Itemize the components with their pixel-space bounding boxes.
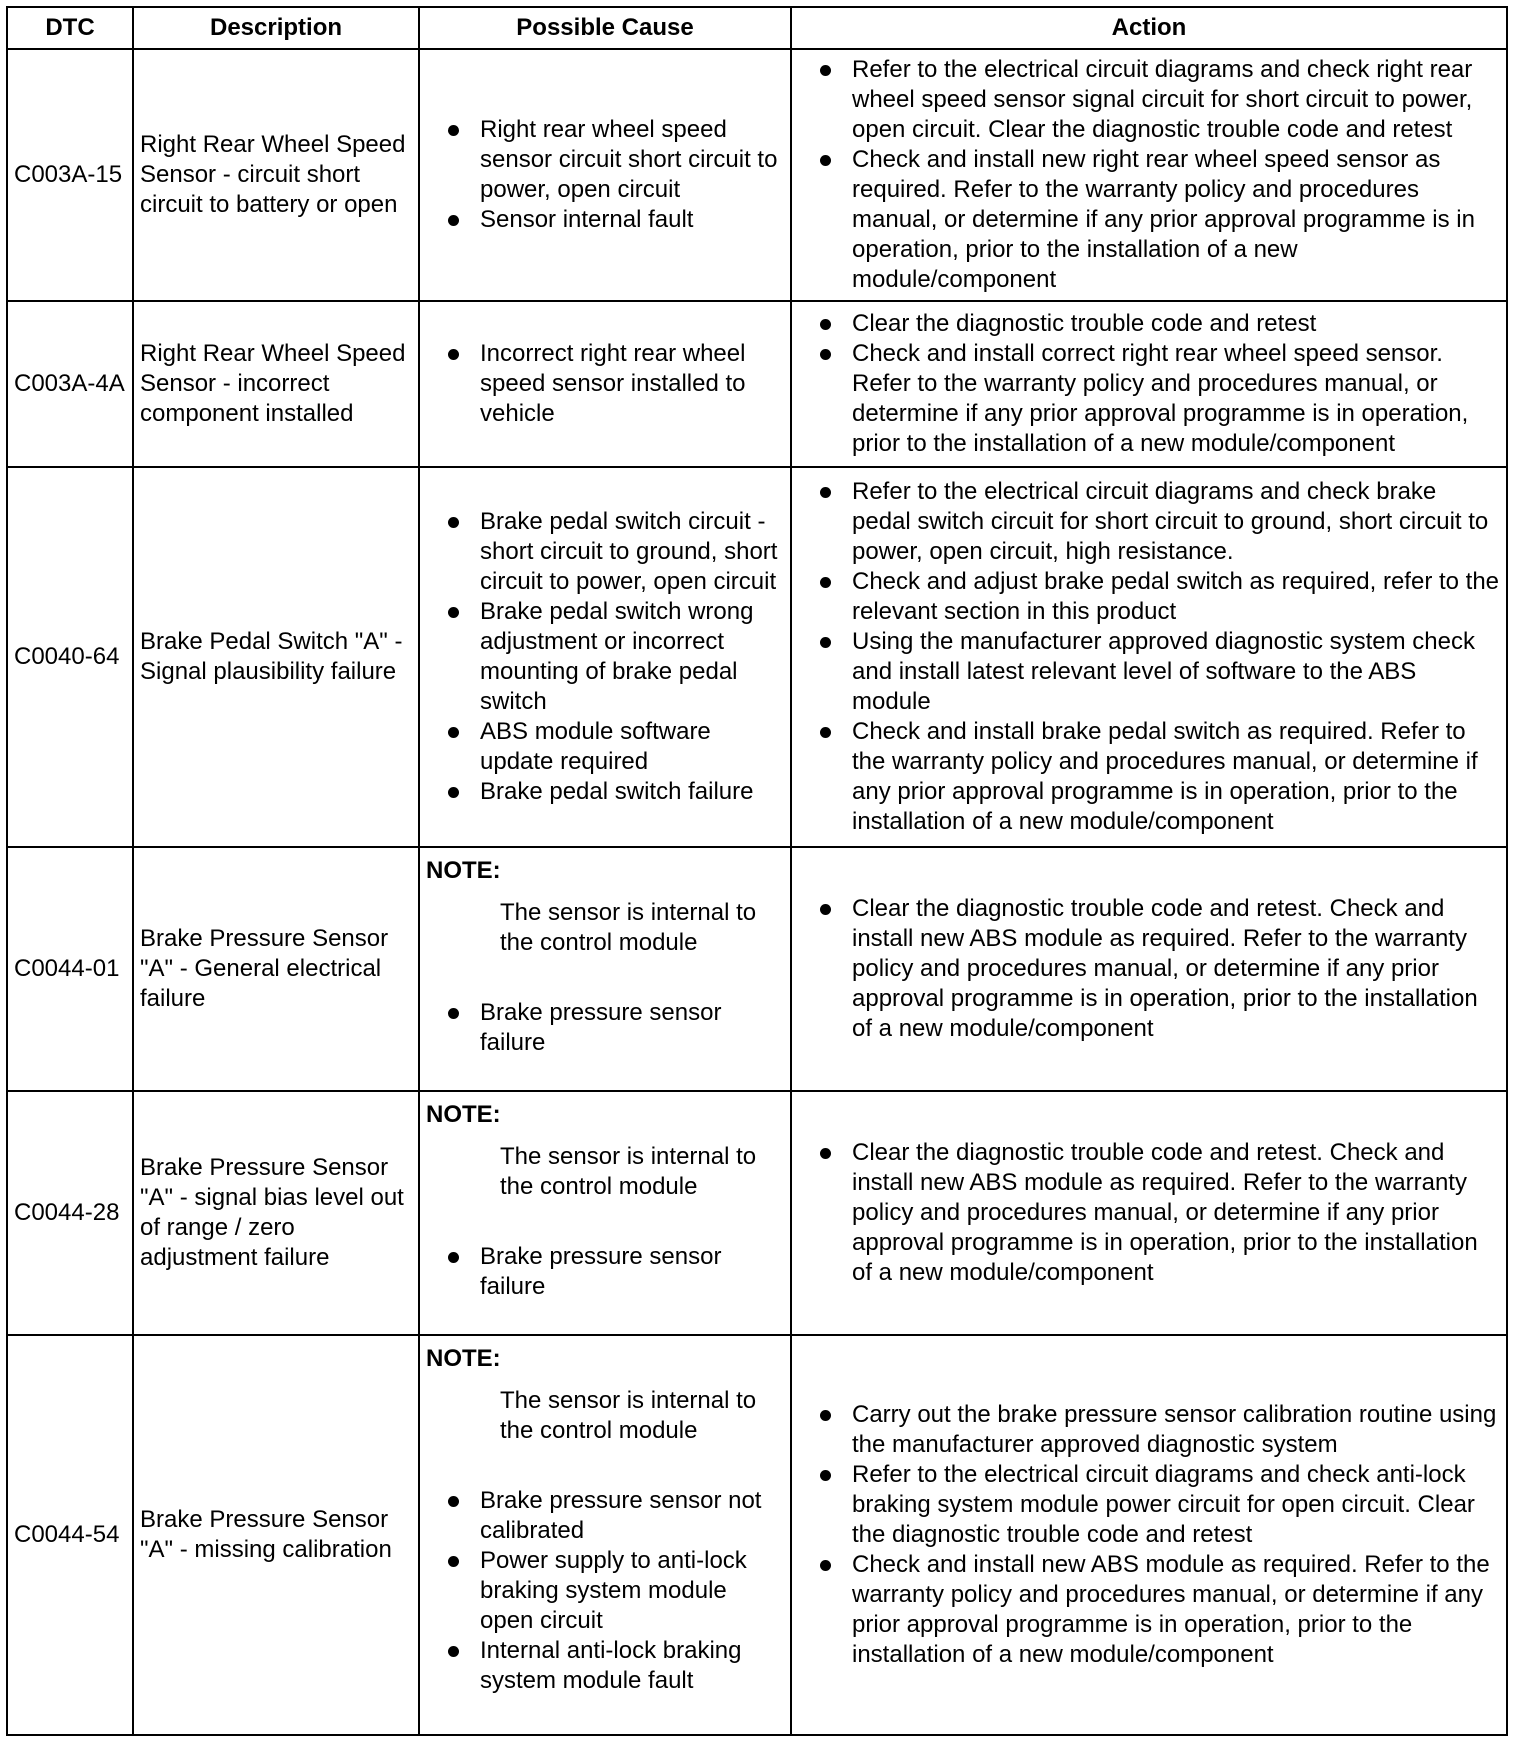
dtc-table bbox=[6, 6, 1508, 1736]
header-possible-cause: Possible Cause bbox=[419, 7, 791, 49]
cause-item: Internal anti-lock braking system module fault bbox=[426, 1636, 784, 1696]
dtc-description: Right Rear Wheel Speed Sensor - incorrect component installed bbox=[133, 301, 419, 467]
action-item: Clear the diagnostic trouble code and retest bbox=[798, 309, 1500, 339]
cause-item: Brake pressure sensor failure bbox=[426, 1242, 784, 1302]
action-list bbox=[798, 894, 1500, 1044]
cause-list bbox=[426, 1486, 784, 1696]
cause-item: Power supply to anti-lock braking system module open circuit bbox=[426, 1546, 784, 1636]
note-text: The sensor is internal to the control module bbox=[500, 899, 757, 956]
dtc-code: C0044-01 bbox=[7, 847, 133, 1091]
action-item: Refer to the electrical circuit diagrams and check brake pedal switch circuit for short circuit to ground, short circuit to power, open circuit, high resistance. bbox=[798, 477, 1500, 567]
action-item: Refer to the electrical circuit diagrams and check right rear wheel speed sensor signal circuit for short circuit to power, open circuit. Clear the diagnostic trouble code and retest bbox=[798, 55, 1500, 145]
possible-cause-cell bbox=[419, 1091, 791, 1335]
action-item: Refer to the electrical circuit diagrams and check anti-lock braking system module power circuit for open circuit. Clear the diagnostic trouble code and retest bbox=[798, 1460, 1500, 1550]
possible-cause-cell bbox=[419, 49, 791, 301]
dtc-description: Brake Pressure Sensor "A" - signal bias level out of range / zero adjustment failure bbox=[133, 1091, 419, 1335]
action-item: Check and install new right rear wheel speed sensor as required. Refer to the warranty policy and procedures manual, or determine if any prior approval programme is in operation, prior to the installation of a new module/component bbox=[798, 145, 1500, 295]
possible-cause-cell bbox=[419, 1335, 791, 1735]
action-item: Clear the diagnostic trouble code and retest. Check and install new ABS module as required. Refer to the warranty policy and procedures manual, or determine if any prior approval programme is in operation, prior to the installation of a new module/component bbox=[798, 1138, 1500, 1288]
dtc-description: Brake Pedal Switch "A" - Signal plausibility failure bbox=[133, 467, 419, 847]
dtc-code: C003A-4A bbox=[7, 301, 133, 467]
action-list bbox=[798, 55, 1500, 295]
action-item: Check and install brake pedal switch as required. Refer to the warranty policy and procedures manual, or determine if any prior approval programme is in operation, prior to the installation of a new module/component bbox=[798, 717, 1500, 837]
table-row bbox=[7, 847, 1507, 1091]
cause-list bbox=[426, 339, 784, 429]
action-cell bbox=[791, 847, 1507, 1091]
table-row bbox=[7, 467, 1507, 847]
action-list bbox=[798, 309, 1500, 459]
cause-item: ABS module software update required bbox=[426, 717, 784, 777]
action-list bbox=[798, 1138, 1500, 1288]
note-label: NOTE: bbox=[426, 857, 501, 884]
action-item: Check and adjust brake pedal switch as required, refer to the relevant section in this product bbox=[798, 567, 1500, 627]
dtc-code: C003A-15 bbox=[7, 49, 133, 301]
header-description: Description bbox=[133, 7, 419, 49]
cause-item: Right rear wheel speed sensor circuit short circuit to power, open circuit bbox=[426, 115, 784, 205]
possible-cause-cell bbox=[419, 467, 791, 847]
cause-item: Brake pedal switch circuit - short circuit to ground, short circuit to power, open circuit bbox=[426, 507, 784, 597]
action-cell bbox=[791, 467, 1507, 847]
cause-item: Brake pedal switch wrong adjustment or incorrect mounting of brake pedal switch bbox=[426, 597, 784, 717]
cause-item: Brake pressure sensor failure bbox=[426, 998, 784, 1058]
possible-cause-cell bbox=[419, 301, 791, 467]
action-cell bbox=[791, 301, 1507, 467]
cause-list bbox=[426, 998, 784, 1058]
action-list bbox=[798, 477, 1500, 837]
table-row bbox=[7, 49, 1507, 301]
action-cell bbox=[791, 1091, 1507, 1335]
action-cell bbox=[791, 1335, 1507, 1735]
table-row bbox=[7, 1091, 1507, 1335]
dtc-code: C0044-28 bbox=[7, 1091, 133, 1335]
note-label: NOTE: bbox=[426, 1345, 501, 1372]
cause-item: Incorrect right rear wheel speed sensor installed to vehicle bbox=[426, 339, 784, 429]
dtc-description: Right Rear Wheel Speed Sensor - circuit short circuit to battery or open bbox=[133, 49, 419, 301]
dtc-code: C0044-54 bbox=[7, 1335, 133, 1735]
cause-item: Brake pressure sensor not calibrated bbox=[426, 1486, 784, 1546]
note-text: The sensor is internal to the control module bbox=[500, 1387, 757, 1444]
action-item: Carry out the brake pressure sensor calibration routine using the manufacturer approved diagnostic system bbox=[798, 1400, 1500, 1460]
action-item: Clear the diagnostic trouble code and retest. Check and install new ABS module as required. Refer to the warranty policy and procedures manual, or determine if any prior approval programme is in operation, prior to the installation of a new module/component bbox=[798, 894, 1500, 1044]
action-item: Check and install correct right rear wheel speed sensor. Refer to the warranty policy and procedures manual, or determine if any prior approval programme is in operation, prior to the installation of a new module/component bbox=[798, 339, 1500, 459]
table-row bbox=[7, 301, 1507, 467]
dtc-description: Brake Pressure Sensor "A" - General electrical failure bbox=[133, 847, 419, 1091]
cause-item: Sensor internal fault bbox=[426, 205, 784, 235]
action-item: Check and install new ABS module as required. Refer to the warranty policy and procedures manual, or determine if any prior approval programme is in operation, prior to the installation of a new module/component bbox=[798, 1550, 1500, 1670]
header-dtc: DTC bbox=[7, 7, 133, 49]
header-row bbox=[7, 7, 1507, 49]
possible-cause-cell bbox=[419, 847, 791, 1091]
action-cell bbox=[791, 49, 1507, 301]
action-list bbox=[798, 1400, 1500, 1670]
cause-list bbox=[426, 1242, 784, 1302]
note-text: The sensor is internal to the control module bbox=[500, 1143, 757, 1200]
cause-list bbox=[426, 507, 784, 807]
header-action: Action bbox=[791, 7, 1507, 49]
note-label: NOTE: bbox=[426, 1101, 501, 1128]
action-item: Using the manufacturer approved diagnostic system check and install latest relevant level of software to the ABS module bbox=[798, 627, 1500, 717]
dtc-description: Brake Pressure Sensor "A" - missing calibration bbox=[133, 1335, 419, 1735]
dtc-code: C0040-64 bbox=[7, 467, 133, 847]
cause-list bbox=[426, 115, 784, 235]
table-row bbox=[7, 1335, 1507, 1735]
cause-item: Brake pedal switch failure bbox=[426, 777, 784, 807]
